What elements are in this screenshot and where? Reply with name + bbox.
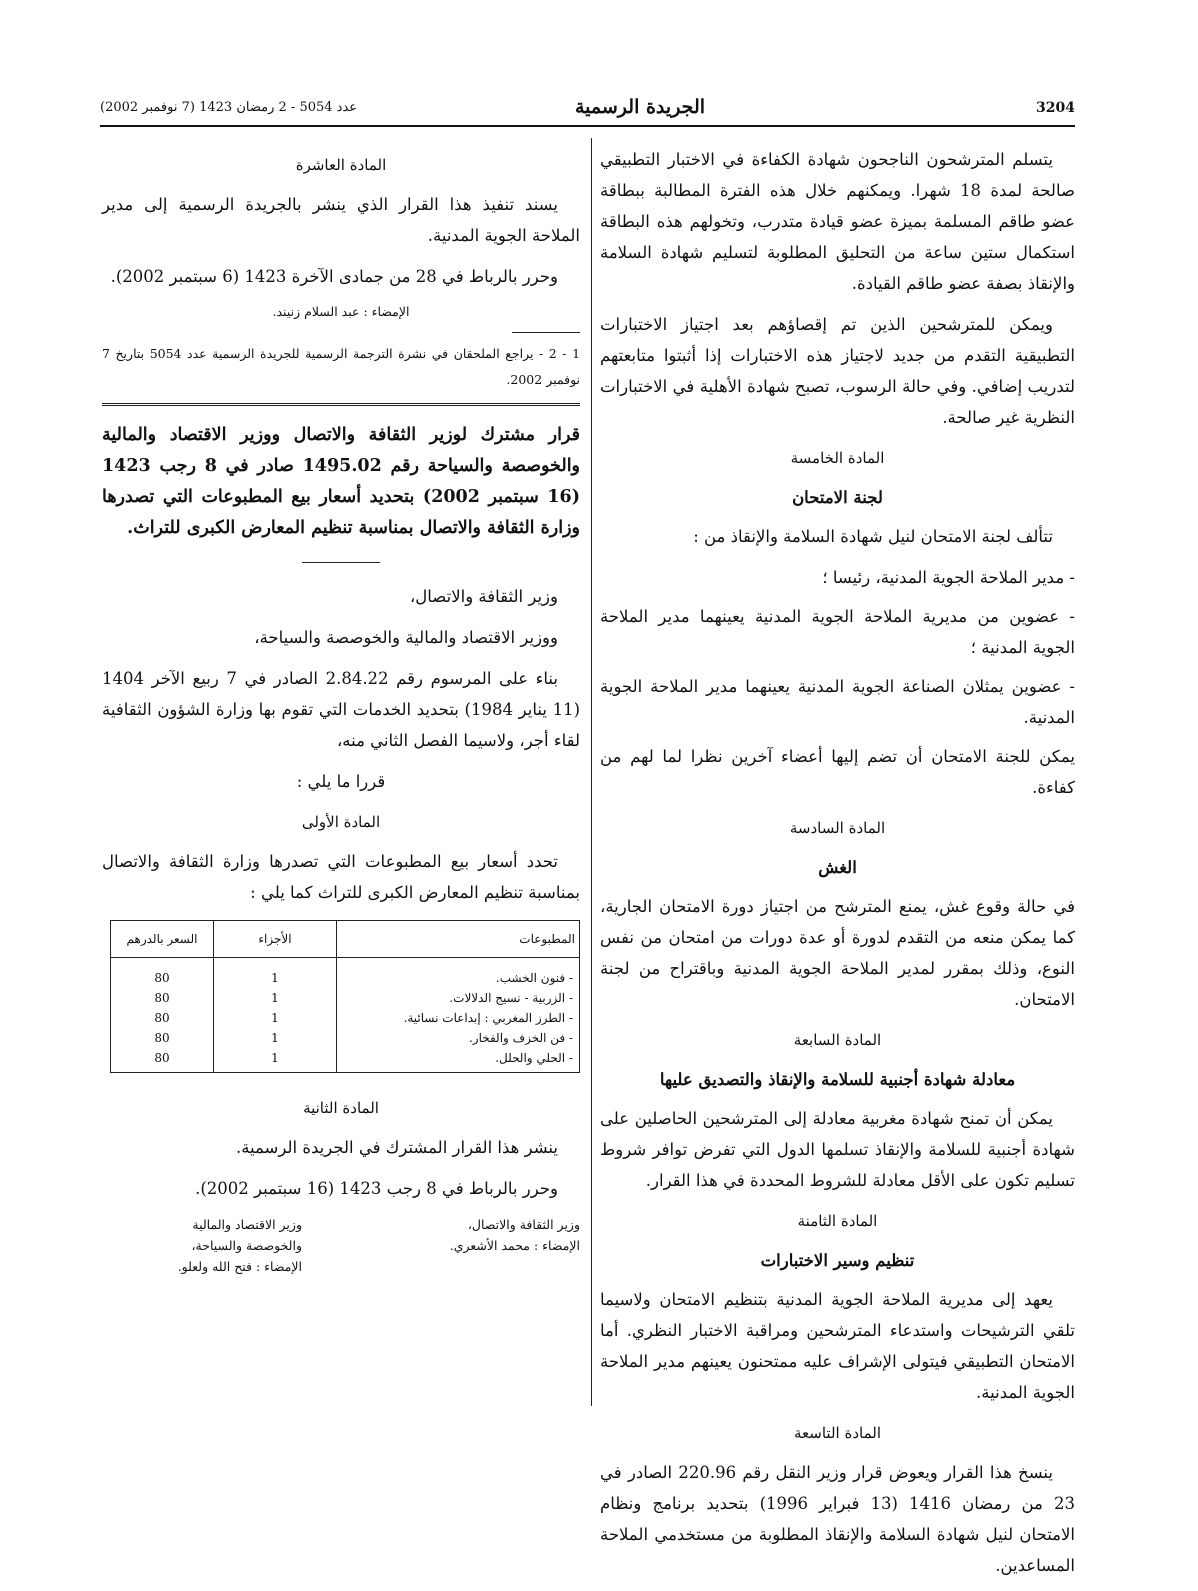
- table-cell: 80: [111, 1008, 214, 1028]
- paragraph: ينشر هذا القرار المشترك في الجريدة الرسمية.: [235, 1138, 558, 1157]
- column-header: السعر بالدرهم: [111, 921, 214, 958]
- decree-title: قرار مشترك لوزير الثقافة والاتصال ووزير الاقتصاد والمالية والخوصصة والسياحة رقم 1495.02 صادر في 8 رجب 1423 (16 سبتمبر 2002) بتحديد أسعار بيع المطبوعات التي تصدرها وزارة الثقافة والاتصال بمناسبة تنظيم المعارض الكبرى للتراث.: [102, 425, 581, 538]
- minister-1: وزير الثقافة والاتصال،: [409, 587, 558, 606]
- section-separator: [102, 403, 580, 406]
- list-item: - عضوين يمثلان الصناعة الجوية المدنية يعينهما مدير الملاحة الجوية المدنية.: [600, 677, 1075, 727]
- done-at: وحرر بالرباط في 28 من جمادى الآخرة 1423 (6 سبتمبر 2002).: [110, 267, 558, 286]
- whereas: بناء على المرسوم رقم 2.84.22 الصادر في 7 ربيع الآخر 1404 (11 يناير 1984) بتحديد الخدمات التي تقوم بها وزارة الشؤون الثقافية لقاء أجر، ولاسيما الفصل الثاني منه،: [102, 669, 580, 750]
- article-2-label: المادة الثانية: [303, 1099, 379, 1117]
- signature-line: والخوصصة والسياحة،: [191, 1238, 302, 1253]
- article-10-label: المادة العاشرة: [295, 156, 387, 174]
- minister-2: ووزير الاقتصاد والمالية والخوصصة والسياحة،: [254, 628, 558, 647]
- table-cell: - فنون الخشب.: [337, 958, 580, 989]
- article-7-title: معادلة شهادة أجنبية للسلامة والإنقاذ والتصديق عليها: [659, 1070, 1016, 1089]
- table-row: [111, 988, 580, 1008]
- signature-economy: [102, 1214, 302, 1277]
- paragraph: يمكن أن تمنح شهادة مغربية معادلة إلى المترشحين الحاصلين على شهادة أجنبية للسلامة والإنقاذ تسلمها الدول التي تفرض توافر شروط تسليم تكون على الأقل معادلة للشروط المحددة في هذا القرار.: [600, 1109, 1075, 1190]
- table-cell: 1: [214, 958, 337, 989]
- table-row: [111, 1008, 580, 1028]
- table-header-row: [111, 921, 580, 958]
- paragraph: يتسلم المترشحون الناجحون شهادة الكفاءة في الاختبار التطبيقي صالحة لمدة 18 شهرا. ويمكنهم خلال هذه الفترة المطالبة ببطاقة عضو طاقم المسلمة بميزة عضو قيادة متدرب، وتخولهم هذه البطاقة استكمال ستين ساعة من التحليق المطلوبة لتسليم شهادة السلامة والإنقاذ بصفة عضو طاقم القيادة.: [600, 150, 1075, 293]
- list-item: - مدير الملاحة الجوية المدنية، رئيسا ؛: [822, 568, 1075, 587]
- paragraph: في حالة وقوع غش، يمنع المترشح من اجتياز دورة الامتحان الجارية، كما يمكن منعه من التقدم لدورة أو عدة دورات من امتحان من نفس النوع، وذلك بمقرر لمدير الملاحة الجوية المدنية وباقتراح من لجنة الامتحان.: [600, 897, 1075, 1009]
- article-8-label: المادة الثامنة: [797, 1212, 878, 1230]
- column-divider: [591, 138, 592, 1406]
- paragraph: ويمكن للمترشحين الذين تم إقصاؤهم بعد اجتياز الاختبارات التطبيقية التقدم من جديد لاجتياز هذه الاختبارات إذا أثبتوا متابعتهم لتدريب إضافي. وفي حالة الرسوب، تصبح شهادة الأهلية في الاختبارات النظرية غير صالحة.: [600, 315, 1075, 427]
- footnote-rule: [512, 332, 580, 333]
- signature-culture: [380, 1214, 580, 1277]
- footnote: 1 - 2 - يراجع الملحقان في نشرة الترجمة الرسمية للجريدة الرسمية عدد 5054 بتاريخ 7 نوفمبر 2002.: [102, 346, 581, 387]
- article-5-title: لجنة الامتحان: [792, 488, 883, 507]
- paragraph: يسند تنفيذ هذا القرار الذي ينشر بالجريدة الرسمية إلى مدير الملاحة الجوية المدنية.: [102, 195, 580, 245]
- signature-line: الإمضاء : محمد الأشعري.: [449, 1238, 580, 1253]
- title-rule: [302, 562, 380, 563]
- article-6-title: الغش: [818, 858, 857, 877]
- right-column: [600, 144, 1075, 1591]
- list-item: - عضوين من مديرية الملاحة الجوية المدنية يعينهما مدير الملاحة الجوية المدنية ؛: [600, 607, 1075, 657]
- paragraph: تتألف لجنة الامتحان لنيل شهادة السلامة والإنقاذ من :: [693, 527, 1053, 546]
- table-cell: 1: [214, 1028, 337, 1048]
- article-8-title: تنظيم وسير الاختبارات: [760, 1251, 915, 1270]
- column-header: الأجزاء: [214, 921, 337, 958]
- article-7-label: المادة السابعة: [793, 1031, 882, 1049]
- table-row: [111, 1028, 580, 1048]
- paragraph: ينسخ هذا القرار ويعوض قرار وزير النقل رقم 220.96 الصادر في 23 من رمضان 1416 (13 فبراير 1996) بتحديد برنامج ونظام الامتحان لنيل شهادة السلامة والإنقاذ المطلوبة من مستخدمي الملاحة المساعدين.: [600, 1463, 1075, 1575]
- column-header: المطبوعات: [337, 921, 580, 958]
- table-cell: - فن الخزف والفخار.: [337, 1028, 580, 1048]
- signatures-block: [102, 1214, 580, 1277]
- article-1-label: المادة الأولى: [301, 813, 381, 831]
- table-cell: - الطرز المغربي : إبداعات نسائية.: [337, 1008, 580, 1028]
- article-5-label: المادة الخامسة: [790, 449, 885, 467]
- table-cell: 80: [111, 958, 214, 989]
- signature-line: وزير الاقتصاد والمالية: [192, 1217, 302, 1232]
- signature-line: وزير الثقافة والاتصال،: [467, 1217, 580, 1232]
- article-6-label: المادة السادسة: [789, 819, 886, 837]
- header-rule: [100, 125, 1075, 127]
- table-cell: 1: [214, 1048, 337, 1073]
- paragraph: يمكن للجنة الامتحان أن تضم إليها أعضاء آخرين نظرا لما لهم من كفاءة.: [600, 747, 1075, 797]
- issue-info: عدد 5054 - 2 رمضان 1423 (7 نوفمبر 2002): [100, 100, 358, 115]
- page-number: 3204: [1036, 100, 1075, 116]
- table-row: [111, 1048, 580, 1073]
- signature-line: الإمضاء : فتح الله ولعلو.: [177, 1259, 302, 1274]
- left-column: [102, 144, 580, 1277]
- done-at: وحرر بالرباط في 8 رجب 1423 (16 سبتمبر 2002).: [195, 1179, 558, 1198]
- paragraph: يعهد إلى مديرية الملاحة الجوية المدنية بتنظيم الامتحان ولاسيما تلقي الترشيحات واستدعاء المترشحين ومراقبة الاختبار النظري. أما الامتحان التطبيقي فيتولى الإشراف عليه ممتحنون يعينهم مدير الملاحة الجوية المدنية.: [600, 1290, 1075, 1402]
- table-cell: 80: [111, 1048, 214, 1073]
- paragraph: تحدد أسعار بيع المطبوعات التي تصدرها وزارة الثقافة والاتصال بمناسبة تنظيم المعارض الكبرى للتراث كما يلي :: [102, 852, 580, 902]
- table-cell: - الزربية - نسيج الدلالات.: [337, 988, 580, 1008]
- table-cell: - الحلي والحلل.: [337, 1048, 580, 1073]
- page-header: [100, 96, 1075, 124]
- table-cell: 80: [111, 988, 214, 1008]
- gazette-title: الجريدة الرسمية: [574, 96, 706, 118]
- article-9-label: المادة التاسعة: [794, 1424, 881, 1442]
- signature: الإمضاء : عبد السلام زنيند.: [272, 304, 410, 319]
- table-cell: 80: [111, 1028, 214, 1048]
- table-cell: 1: [214, 1008, 337, 1028]
- prices-table: [110, 920, 580, 1073]
- table-row: [111, 958, 580, 989]
- decided: قررا ما يلي :: [296, 772, 386, 791]
- table-cell: 1: [214, 988, 337, 1008]
